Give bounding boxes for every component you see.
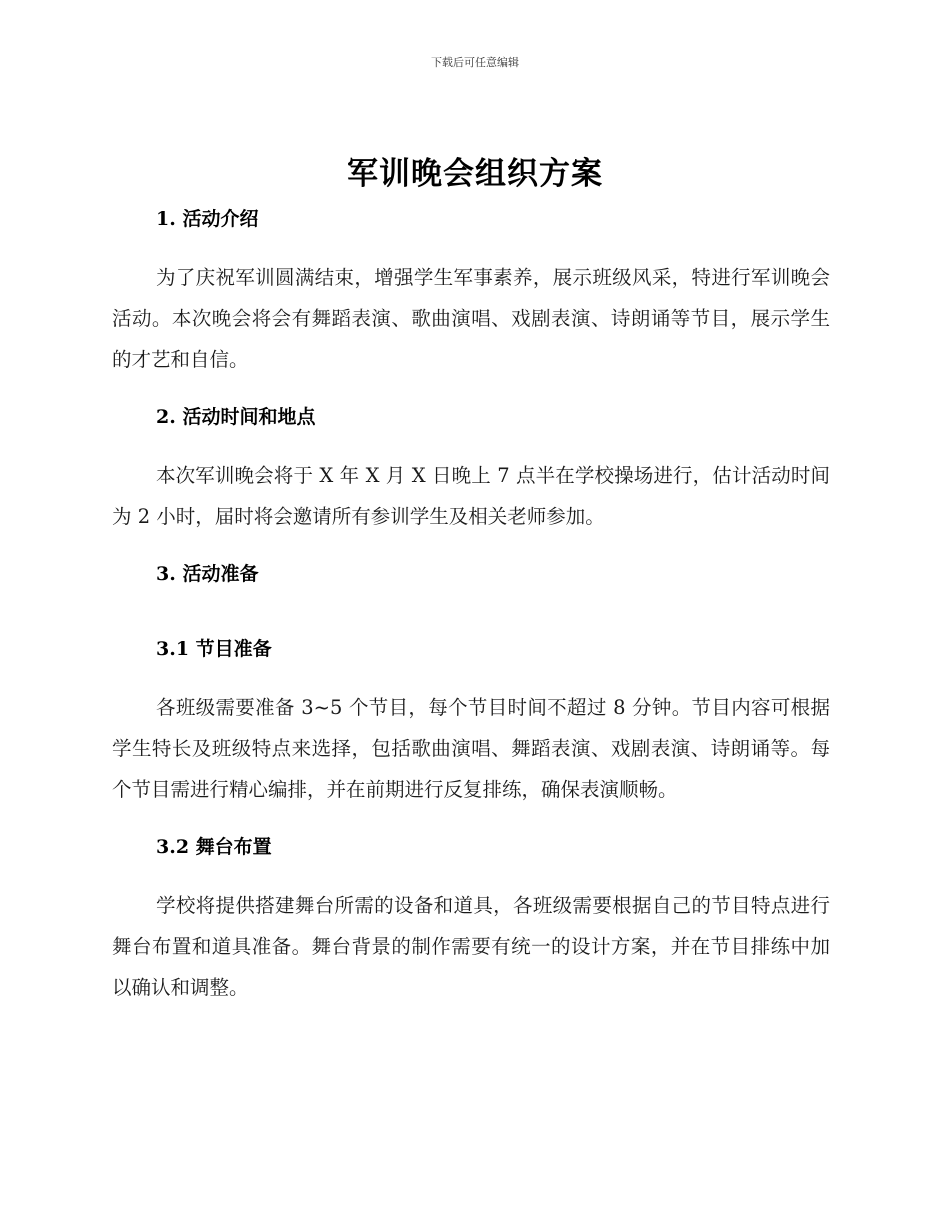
- document-body: [112, 204, 830, 1008]
- section-heading-3-2: 3.2 舞台布置: [156, 836, 272, 858]
- section-heading-3: 3. 活动准备: [156, 563, 259, 585]
- header-note: 下载后可任意编辑: [431, 56, 519, 69]
- section-heading-3-1: 3.1 节目准备: [156, 638, 272, 660]
- section-paragraph-3-1: 各班级需要准备 3~5 个节目，每个节目时间不超过 8 分钟。节目内容可根据学生特长及班级特点来选择，包括歌曲演唱、舞蹈表演、戏剧表演、诗朗诵等。每个节目需进行精心编排，并在前期进行反复排练，确保表演顺畅。: [112, 696, 830, 801]
- section-paragraph-3-2: 学校将提供搭建舞台所需的设备和道具，各班级需要根据自己的节目特点进行舞台布置和道具准备。舞台背景的制作需要有统一的设计方案，并在节目排练中加以确认和调整。: [112, 894, 830, 999]
- section-paragraph-2: 本次军训晚会将于 X 年 X 月 X 日晚上 7 点半在学校操场进行，估计活动时间为 2 小时，届时将会邀请所有参训学生及相关老师参加。: [112, 464, 830, 528]
- document-title: 军训晚会组织方案: [347, 156, 603, 192]
- section-heading-1: 1. 活动介绍: [156, 208, 259, 230]
- section-heading-2: 2. 活动时间和地点: [156, 406, 316, 428]
- section-paragraph-1: 为了庆祝军训圆满结束，增强学生军事素养，展示班级风采，特进行军训晚会活动。本次晚会将会有舞蹈表演、歌曲演唱、戏剧表演、诗朗诵等节目，展示学生的才艺和自信。: [112, 266, 830, 371]
